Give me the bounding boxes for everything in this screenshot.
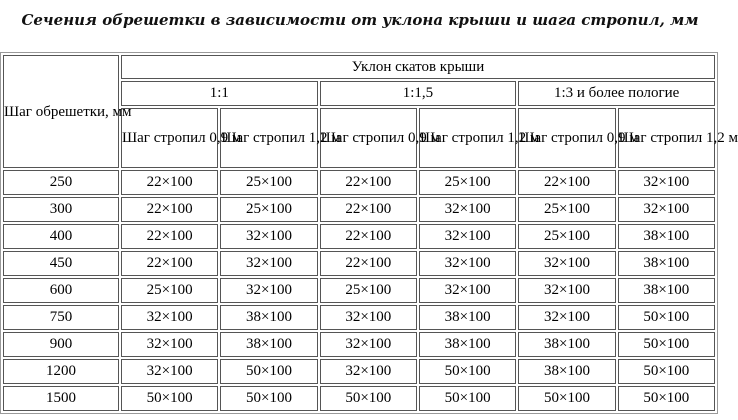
section-cell: 38×100 bbox=[220, 332, 317, 357]
header-slope-1-1-5: 1:1,5 bbox=[320, 81, 517, 106]
section-cell: 50×100 bbox=[121, 386, 218, 411]
section-cell: 50×100 bbox=[220, 386, 317, 411]
section-cell: 38×100 bbox=[518, 332, 615, 357]
row-pitch-cell: 600 bbox=[3, 278, 119, 303]
section-cell: 38×100 bbox=[220, 305, 317, 330]
header-rafter-step: Шаг стропил 1,2 м bbox=[220, 108, 317, 168]
table-row bbox=[3, 224, 715, 249]
section-cell: 22×100 bbox=[320, 224, 417, 249]
section-cell: 50×100 bbox=[419, 359, 516, 384]
table-row bbox=[3, 359, 715, 384]
section-cell: 38×100 bbox=[419, 305, 516, 330]
header-rafter-step: Шаг стропил 1,2 м bbox=[618, 108, 715, 168]
section-cell: 50×100 bbox=[618, 332, 715, 357]
row-pitch-cell: 1500 bbox=[3, 386, 119, 411]
section-cell: 50×100 bbox=[618, 386, 715, 411]
row-pitch-cell: 300 bbox=[3, 197, 119, 222]
section-cell: 32×100 bbox=[320, 305, 417, 330]
section-cell: 32×100 bbox=[121, 359, 218, 384]
section-cell: 50×100 bbox=[419, 386, 516, 411]
section-cell: 25×100 bbox=[220, 197, 317, 222]
section-cell: 32×100 bbox=[419, 251, 516, 276]
section-cell: 22×100 bbox=[121, 197, 218, 222]
section-cell: 25×100 bbox=[320, 278, 417, 303]
section-cell: 32×100 bbox=[419, 197, 516, 222]
header-rafter-step: Шаг стропил 1,2 м bbox=[419, 108, 516, 168]
section-cell: 22×100 bbox=[320, 251, 417, 276]
section-cell: 32×100 bbox=[618, 197, 715, 222]
page-title: Сечения обрешетки в зависимости от уклона крыши и шага стропил, мм bbox=[21, 11, 699, 29]
section-cell: 38×100 bbox=[618, 278, 715, 303]
section-cell: 25×100 bbox=[220, 170, 317, 195]
section-cell: 25×100 bbox=[121, 278, 218, 303]
header-lathing-pitch: Шаг обрешетки, мм bbox=[3, 55, 119, 168]
section-cell: 50×100 bbox=[618, 305, 715, 330]
table-row bbox=[3, 170, 715, 195]
header-rafter-step: Шаг стропил 0,9 м bbox=[320, 108, 417, 168]
table-row bbox=[3, 305, 715, 330]
section-cell: 32×100 bbox=[419, 278, 516, 303]
header-roof-slope: Уклон скатов крыши bbox=[121, 55, 715, 79]
row-pitch-cell: 400 bbox=[3, 224, 119, 249]
section-cell: 32×100 bbox=[121, 305, 218, 330]
table-body bbox=[3, 170, 715, 411]
header-rafter-step: Шаг стропил 0,9 м bbox=[518, 108, 615, 168]
section-cell: 32×100 bbox=[618, 170, 715, 195]
row-pitch-cell: 450 bbox=[3, 251, 119, 276]
table-row bbox=[3, 251, 715, 276]
section-cell: 25×100 bbox=[518, 197, 615, 222]
section-cell: 32×100 bbox=[518, 278, 615, 303]
lathing-section-table bbox=[0, 52, 738, 414]
section-cell: 22×100 bbox=[121, 224, 218, 249]
section-cell: 38×100 bbox=[618, 251, 715, 276]
row-pitch-cell: 750 bbox=[3, 305, 119, 330]
row-pitch-cell: 250 bbox=[3, 170, 119, 195]
section-cell: 22×100 bbox=[121, 251, 218, 276]
section-cell: 38×100 bbox=[419, 332, 516, 357]
section-cell: 50×100 bbox=[618, 359, 715, 384]
section-cell: 32×100 bbox=[518, 251, 615, 276]
table-row bbox=[3, 278, 715, 303]
section-cell: 22×100 bbox=[320, 170, 417, 195]
row-pitch-cell: 900 bbox=[3, 332, 119, 357]
section-cell: 25×100 bbox=[419, 170, 516, 195]
section-cell: 50×100 bbox=[220, 359, 317, 384]
section-cell: 32×100 bbox=[320, 332, 417, 357]
table-row bbox=[3, 386, 715, 411]
section-cell: 25×100 bbox=[518, 224, 615, 249]
section-cell: 32×100 bbox=[419, 224, 516, 249]
section-cell: 32×100 bbox=[220, 278, 317, 303]
header-rafter-step: Шаг стропил 0,9 м bbox=[121, 108, 218, 168]
row-pitch-cell: 1200 bbox=[3, 359, 119, 384]
section-cell: 32×100 bbox=[220, 224, 317, 249]
section-cell: 38×100 bbox=[518, 359, 615, 384]
section-cell: 32×100 bbox=[220, 251, 317, 276]
section-cell: 32×100 bbox=[320, 359, 417, 384]
section-cell: 50×100 bbox=[518, 386, 615, 411]
section-cell: 32×100 bbox=[518, 305, 615, 330]
header-slope-1-3: 1:3 и более пологие bbox=[518, 81, 715, 106]
section-cell: 32×100 bbox=[121, 332, 218, 357]
section-cell: 22×100 bbox=[518, 170, 615, 195]
header-slope-1-1: 1:1 bbox=[121, 81, 318, 106]
section-cell: 50×100 bbox=[320, 386, 417, 411]
table-row bbox=[3, 332, 715, 357]
section-cell: 22×100 bbox=[121, 170, 218, 195]
table-row bbox=[3, 197, 715, 222]
section-cell: 38×100 bbox=[618, 224, 715, 249]
section-cell: 22×100 bbox=[320, 197, 417, 222]
